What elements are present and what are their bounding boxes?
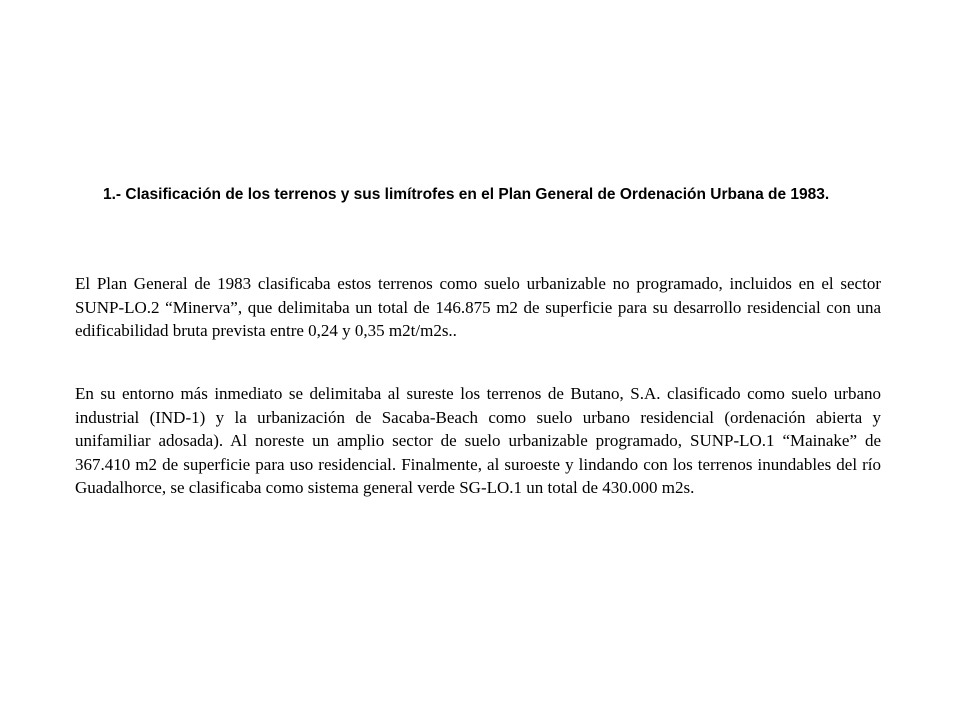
paragraph-plan-general: El Plan General de 1983 clasificaba estos terrenos como suelo urbanizable no programado, incluidos en el sector SUNP-LO.2 “Minerva”, que delimitaba un total de 146.875 m2 de superficie para su desarrollo residencial con una edificabilidad bruta prevista entre 0,24 y 0,35 m2t/m2s.. xyxy=(75,274,881,340)
paragraph-entorno: En su entorno más inmediato se delimitaba al sureste los terrenos de Butano, S.A. clasificado como suelo urbano industrial (IND-1) y la urbanización de Sacaba-Beach como suelo urbano residencial (ordenación abierta y unifamiliar adosada). Al noreste un amplio sector de suelo urbanizable programado, SUNP-LO.1 “Mainake” de 367.410 m2 de superficie para uso residencial. Finalmente, al suroeste y lindando con los terrenos inundables del río Guadalhorce, se clasificaba como sistema general verde SG-LO.1 un total de 430.000 m2s. xyxy=(75,384,881,497)
section-heading: 1.- Clasificación de los terrenos y sus limítrofes en el Plan General de Ordenación Urbana de 1983. xyxy=(103,186,830,203)
